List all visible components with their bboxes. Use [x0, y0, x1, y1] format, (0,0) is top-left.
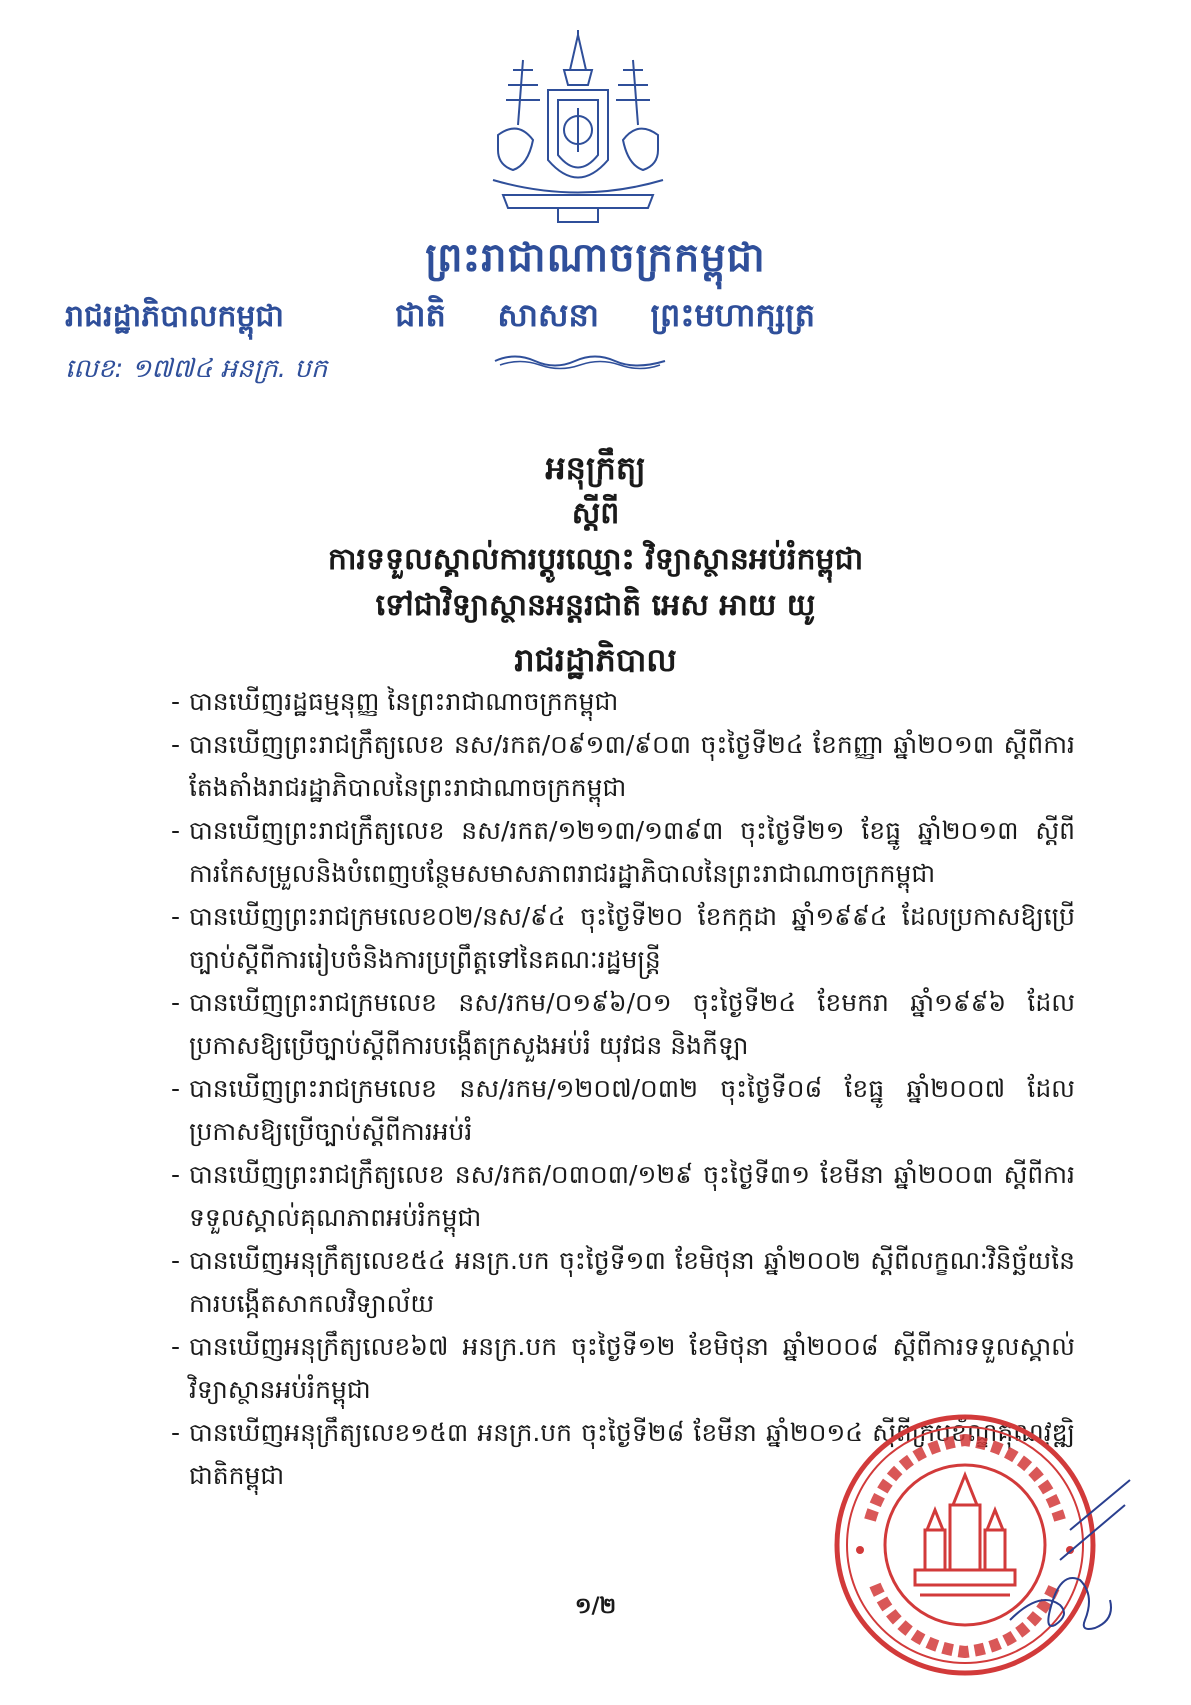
- signature-icon: [1000, 1470, 1140, 1640]
- royal-coat-of-arms-icon: [478, 30, 678, 230]
- government-name: រាជរដ្ឋាភិបាលកម្ពុជា: [65, 299, 284, 334]
- ornament-divider-icon: [490, 350, 670, 372]
- list-item: - បានឃើញព្រះរាជក្រមលេខ០២/នស/៩៤ ចុះថ្ងៃទី២០ ខែកក្កដា ឆ្នាំ១៩៩៤ ដែលប្រកាសឱ្យប្រើច្បាប់ស្តីពីការរៀបចំនិងការប្រព្រឹត្តទៅនៃគណៈរដ្ឋមន្ត្រី: [171, 902, 1075, 974]
- document-subject-line1: ការទទួលស្គាល់ការប្តូរឈ្មោះ វិទ្យាស្ថានអប់រំកម្ពុជា: [327, 542, 864, 577]
- list-item: - បានឃើញរដ្ឋធម្មនុញ្ញ នៃព្រះរាជាណាចក្រកម្ពុជា: [171, 687, 619, 716]
- list-item: - បានឃើញព្រះរាជក្រឹត្យលេខ នស/រកត/១២១៣/១៣៩៣ ចុះថ្ងៃទី២១ ខែធ្នូ ឆ្នាំ២០១៣ ស្តីពីការកែសម្រួលនិងបំពេញបន្ថែមសមាសភាពរាជរដ្ឋាភិបាលនៃព្រះរាជាណាចក្រកម្ពុជា: [171, 816, 1075, 888]
- document-type: អនុក្រឹត្យ: [545, 449, 646, 487]
- document-subject-line2: ទៅជាវិទ្យាស្ថានអន្តរជាតិ អេស អាយ យូ: [375, 588, 816, 623]
- motto-king: ព្រះមហាក្សត្រ: [650, 296, 815, 334]
- national-motto: [395, 295, 815, 342]
- list-item: - បានឃើញអនុក្រឹត្យលេខ៦៧ អនក្រ.បក ចុះថ្ងៃទី១២ ខែមិថុនា ឆ្នាំ២០០៨ ស្តីពីការទទួលស្គាល់វិទ្យាស្ថានអប់រំកម្ពុជា: [171, 1332, 1075, 1404]
- reference-number: លេខ: ១៧៧៤ អនក្រ. បក: [65, 354, 328, 384]
- document-issuer: រាជរដ្ឋាភិបាល: [514, 641, 677, 679]
- kingdom-title: ព្រះរាជាណាចក្រកម្ពុជា: [425, 235, 766, 281]
- list-item: - បានឃើញអនុក្រឹត្យលេខ១៥៣ អនក្រ.បក ចុះថ្ងៃទី២៨ ខែមីនា ឆ្នាំ២០១៤ ស្តីពីក្របខ័ណ្ឌគុណវុឌ្ឍិជាតិកម្ពុជា: [171, 1418, 1075, 1490]
- document-about: ស្តីពី: [571, 496, 620, 531]
- motto-nation: ជាតិ: [395, 296, 446, 334]
- list-item: - បានឃើញព្រះរាជក្រឹត្យលេខ នស/រកត/០៩១៣/៩០៣ ចុះថ្ងៃទី២៤ ខែកញ្ញា ឆ្នាំ២០១៣ ស្តីពីការតែងតាំងរាជរដ្ឋាភិបាលនៃព្រះរាជាណាចក្រកម្ពុជា: [171, 730, 1075, 802]
- preamble-list: [171, 680, 1075, 1497]
- list-item: - បានឃើញព្រះរាជក្រមលេខ នស/រកម/១២០៧/០៣២ ចុះថ្ងៃទី០៨ ខែធ្នូ ឆ្នាំ២០០៧ ដែលប្រកាសឱ្យប្រើច្បាប់ស្តីពីការអប់រំ: [171, 1074, 1075, 1146]
- page-number: ១/២: [574, 1594, 617, 1619]
- document-title-block: [0, 445, 1191, 683]
- list-item: - បានឃើញព្រះរាជក្រឹត្យលេខ នស/រកត/០៣០៣/១២៩ ចុះថ្ងៃទី៣១ ខែមីនា ឆ្នាំ២០០៣ ស្តីពីការទទួលស្គាល់គុណភាពអប់រំកម្ពុជា: [171, 1160, 1075, 1232]
- list-item: - បានឃើញអនុក្រឹត្យលេខ៥៤ អនក្រ.បក ចុះថ្ងៃទី១៣ ខែមិថុនា ឆ្នាំ២០០២ ស្តីពីលក្ខណៈវិនិច្ឆ័យនៃការបង្កើតសាកលវិទ្យាល័យ: [171, 1246, 1075, 1318]
- list-item: - បានឃើញព្រះរាជក្រមលេខ នស/រកម/០១៩៦/០១ ចុះថ្ងៃទី២៤ ខែមករា ឆ្នាំ១៩៩៦ ដែលប្រកាសឱ្យប្រើច្បាប់ស្តីពីការបង្កើតក្រសួងអប់រំ យុវជន និងកីឡា: [171, 988, 1075, 1060]
- motto-religion: សាសនា: [497, 296, 599, 334]
